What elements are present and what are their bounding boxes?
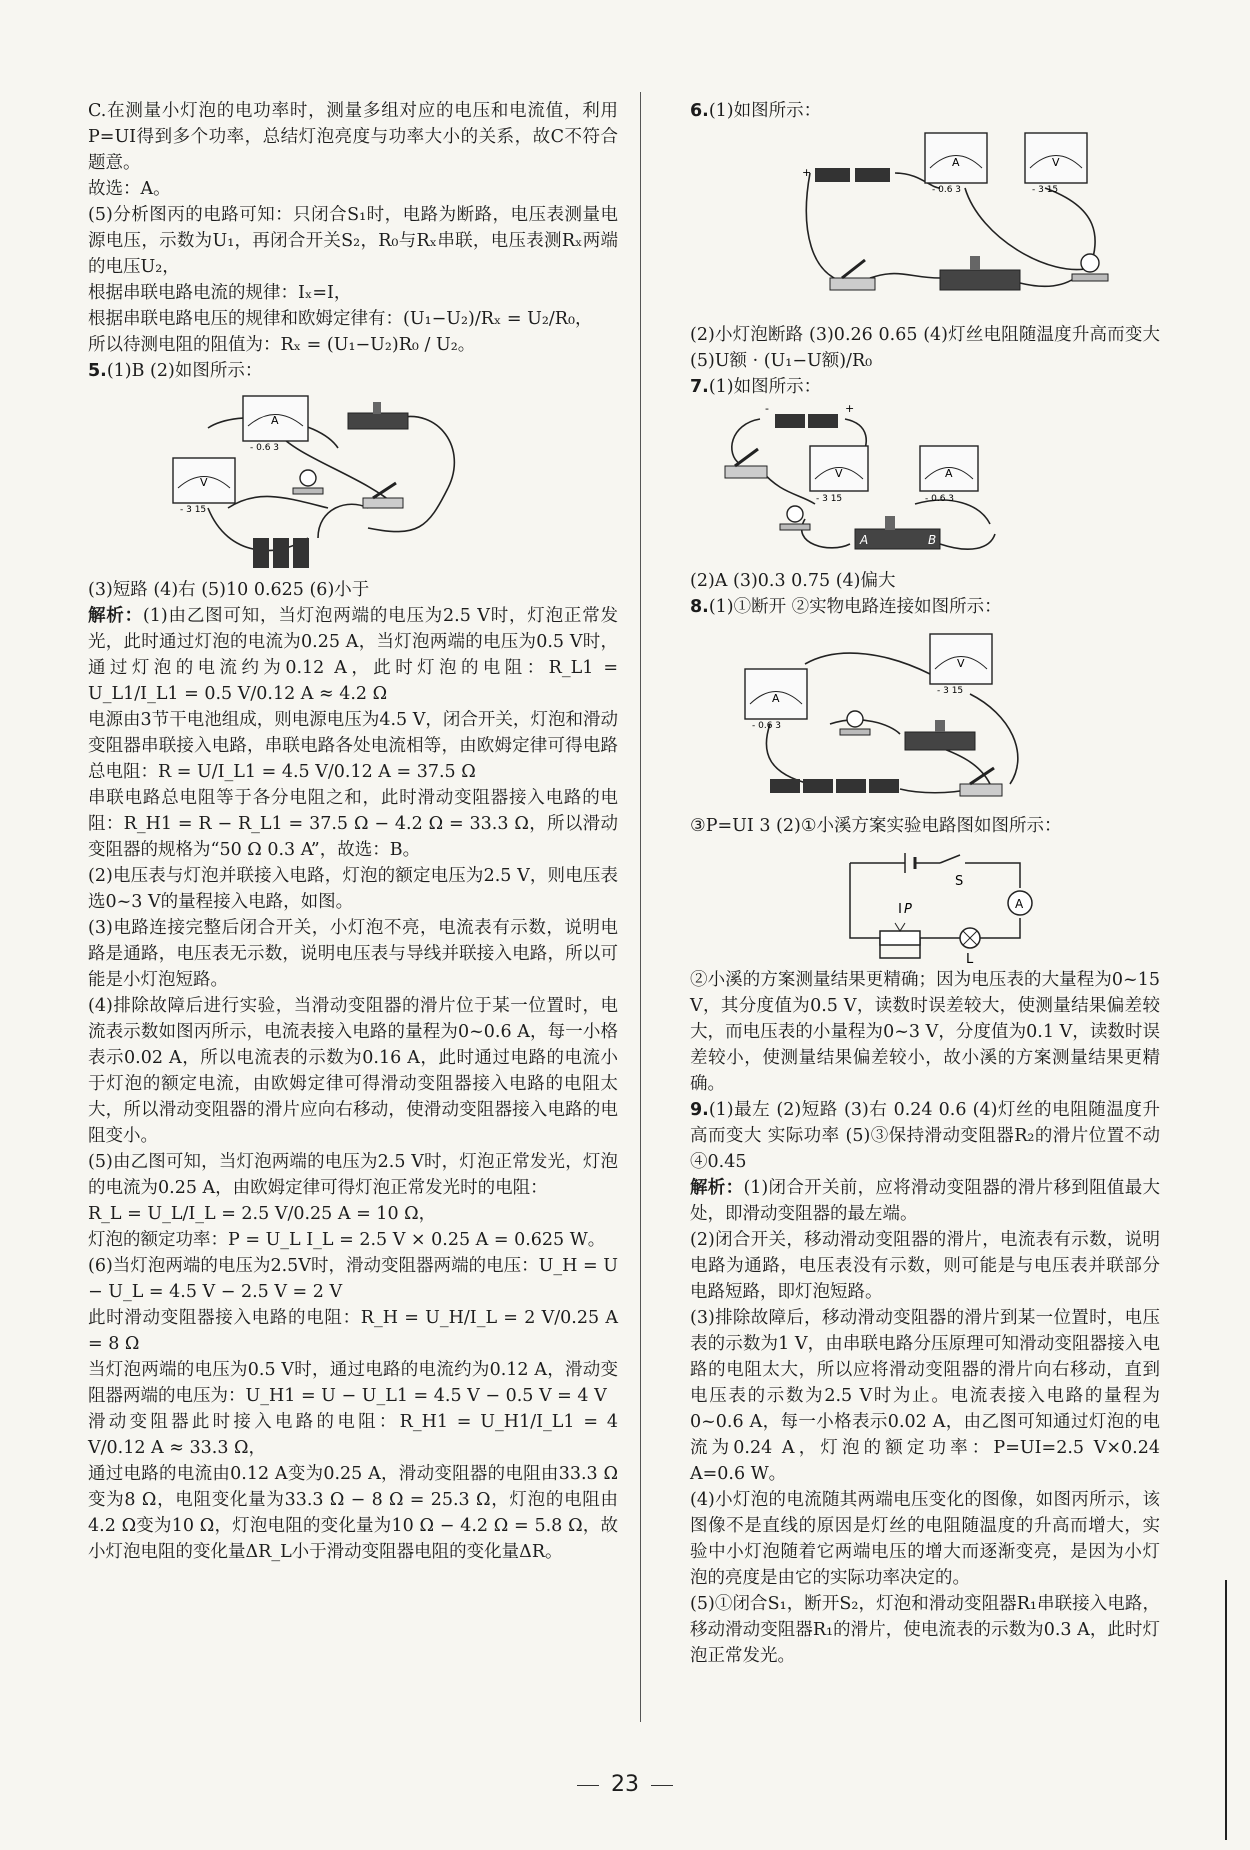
paragraph: 灯泡的额定功率：P = U_L I_L = 2.5 V × 0.25 A = 0.625 W。 bbox=[88, 1230, 606, 1250]
paragraph: (2)电压表与灯泡并联接入电路，灯泡的额定电压为2.5 V，则电压表选0~3 V的量程接入电路，如图。 bbox=[88, 866, 618, 912]
paragraph: (6)当灯泡两端的电压为2.5V时，滑动变阻器两端的电压：U_H = U − U_L = 4.5 V − 2.5 V = 2 V bbox=[88, 1256, 618, 1302]
ammeter-icon bbox=[925, 133, 987, 195]
lamp-icon bbox=[960, 928, 980, 963]
meter-label: V bbox=[957, 657, 965, 670]
paragraph: (4)排除故障后进行实验，当滑动变阻器的滑片位于某一位置时，电流表示数如图丙所示，电流表接入电路的量程为0~0.6 A，每一小格表示0.02 A，所以电流表的示数为0.16 A，此时通过电路的电流小于灯泡的额定电流，由欧姆定律可得滑动变阻器接入电路的电阻太大，所以滑动变阻器的滑片应向右移动，使滑动变阻器接入电路的电阻变小。 bbox=[88, 996, 618, 1146]
analysis-label: 解析： bbox=[690, 1178, 744, 1198]
figure-q5-circuit bbox=[168, 388, 498, 573]
column-divider bbox=[640, 92, 641, 1722]
lamp-icon bbox=[293, 470, 323, 494]
switch-label: S bbox=[955, 874, 964, 889]
question-number: 9. bbox=[690, 1100, 709, 1120]
paragraph: 当灯泡两端的电压为0.5 V时，通过电路的电流约为0.12 A，滑动变阻器两端的电压为：U_H1 = U − U_L1 = 4.5 V − 0.5 V = 4 V bbox=[88, 1360, 618, 1406]
meter-label: A bbox=[1015, 897, 1024, 911]
figure-q7-circuit bbox=[720, 404, 1040, 564]
lamp-icon bbox=[1072, 254, 1108, 281]
meter-label: A bbox=[952, 156, 960, 169]
right-column bbox=[690, 98, 1160, 1669]
paragraph: (5)由乙图可知，当灯泡两端的电压为2.5 V时，灯泡正常发光，灯泡的电流为0.25 A，由欧姆定律可得灯泡正常发光时的电阻： bbox=[88, 1152, 618, 1198]
minus-terminal: - bbox=[896, 166, 900, 179]
question-number: 5. bbox=[88, 361, 107, 381]
battery-icon bbox=[815, 168, 890, 182]
meter-label: V bbox=[200, 476, 208, 489]
meter-label: A bbox=[772, 692, 780, 705]
meter-scale: - 0.6 3 bbox=[752, 721, 782, 731]
paragraph: 串联电路总电阻等于各分电阻之和，此时滑动变阻器接入电路的电阻：R_H1 = R − R_L1 = 37.5 Ω − 4.2 Ω = 33.3 Ω，所以滑动变阻器的规格为“50 Ω 0.3 A”，故选：B。 bbox=[88, 788, 618, 860]
rheostat-icon bbox=[348, 402, 408, 429]
figure-q8-circuit bbox=[710, 624, 1040, 809]
paragraph: (4)小灯泡的电流随其两端电压变化的图像，如图丙所示，该图像不是直线的原因是灯丝的电阻随温度的升高而增大，实验中小灯泡随着它两端电压的增大而逐渐变亮，是因为小灯泡的亮度是由它的实际功率决定的。 bbox=[690, 1490, 1160, 1588]
meter-label: V bbox=[835, 467, 843, 480]
question-number: 6. bbox=[690, 101, 709, 121]
paragraph: (3)电路连接完整后闭合开关，小灯泡不亮，电流表有示数，说明电路是通路，电压表无示数，说明电压表与导线并联接入电路，所以可能是小灯泡短路。 bbox=[88, 918, 618, 990]
rheostat-icon bbox=[940, 256, 1020, 290]
figure-q6-circuit bbox=[800, 128, 1130, 318]
rheostat-icon bbox=[855, 516, 940, 549]
voltmeter-icon bbox=[1025, 133, 1087, 195]
question-6-answer: 6.(1)如图所示： bbox=[690, 101, 822, 121]
formula: R_L = U_L/I_L = 2.5 V/0.25 A = 10 Ω， bbox=[88, 1204, 437, 1224]
paragraph: (3)排除故障后，移动滑动变阻器的滑片到某一位置时，电压表的示数为1 V，由串联电路分压原理可知滑动变阻器接入电路的电阻太大，所以应将滑动变阻器的滑片向右移动，直到电压表的示数为2.5 V时为止。电流表接入电路的量程为0~0.6 A，每一小格表示0.02 A，由乙图可知通过灯泡的电流为0.24 A，灯泡的额定功率：P=UI=2.5 V×0.24 A=0.6 W。 bbox=[690, 1308, 1160, 1484]
paragraph: 根据串联电路电流的规律：Iₓ=I， bbox=[88, 283, 352, 303]
paragraph: 通过电路的电流由0.12 A变为0.25 A，滑动变阻器的电阻由33.3 Ω变为8 Ω，电阻变化量为33.3 Ω − 8 Ω = 25.3 Ω，灯泡的电阻由4.2 Ω变为10 Ω，灯泡电阻的变化量为10 Ω − 4.2 Ω = 5.8 Ω，故小灯泡电阻的变化量ΔR_L小于滑动变阻器电阻的变化量ΔR。 bbox=[88, 1464, 618, 1562]
voltmeter-icon bbox=[810, 446, 868, 504]
battery-icon bbox=[775, 414, 838, 428]
battery-icon bbox=[770, 779, 899, 793]
analysis-paragraph: 解析：(1)闭合开关前，应将滑动变阻器的滑片移到阻值最大处，即滑动变阻器的最左端。 bbox=[690, 1178, 1161, 1224]
question-number: 7. bbox=[690, 377, 709, 397]
switch-icon bbox=[725, 449, 767, 478]
figure-q8-schematic bbox=[840, 843, 1040, 963]
paragraph: 故选：A。 bbox=[88, 179, 171, 199]
slider-terminal-label: B bbox=[928, 533, 937, 547]
paragraph: (2)A (3)0.3 0.75 (4)偏大 bbox=[690, 571, 896, 591]
meter-scale: - 3 15 bbox=[816, 494, 843, 504]
lamp-icon bbox=[840, 711, 870, 735]
meter-label: A bbox=[271, 414, 279, 427]
paragraph: (3)短路 (4)右 (5)10 0.625 (6)小于 bbox=[88, 580, 370, 600]
slider-terminal-label: A bbox=[860, 533, 869, 547]
meter-scale: - 3 15 bbox=[1032, 185, 1059, 195]
ammeter-icon bbox=[1008, 891, 1032, 915]
voltmeter-icon bbox=[930, 634, 992, 696]
paragraph: 所以待测电阻的阻值为：Rₓ = (U₁−U₂)R₀ / U₂。 bbox=[88, 335, 476, 355]
page-edge-line bbox=[1225, 1580, 1227, 1840]
question-9-answer: 9.(1)最左 (2)短路 (3)右 0.24 0.6 (4)灯丝的电阻随温度升高而变大 实际功率 (5)③保持滑动变阻器R₂的滑片位置不动 ④0.45 bbox=[690, 1100, 1160, 1172]
analysis-paragraph: 解析：(1)由乙图可知，当灯泡两端的电压为2.5 V时，灯泡正常发光，此时通过灯泡的电流为0.25 A，当灯泡两端的电压为0.5 V时，通过灯泡的电流约为0.12 A，此时灯泡的电阻：R_L1 = U_L1/I_L1 = 0.5 V/0.12 A ≈ 4.2 Ω bbox=[88, 606, 619, 704]
voltmeter-icon bbox=[173, 458, 235, 515]
meter-scale: - 3 15 bbox=[180, 505, 207, 515]
paragraph: 根据串联电路电压的规律和欧姆定律有：(U₁−U₂)/Rₓ = U₂/R₀， bbox=[88, 309, 593, 329]
paragraph: C.在测量小灯泡的电功率时，测量多组对应的电压和电流值，利用P=UI得到多个功率，总结灯泡亮度与功率大小的关系，故C不符合题意。 bbox=[88, 101, 618, 173]
meter-label: A bbox=[945, 467, 953, 480]
paragraph: 电源由3节干电池组成，则电源电压为4.5 V，闭合开关，灯泡和滑动变阻器串联接入电路，串联电路各处电流相等，由欧姆定律可得电路总电阻：R = U/I_L1 = 4.5 V/0.12 A = 37.5 Ω bbox=[88, 710, 618, 782]
ammeter-icon bbox=[243, 396, 308, 453]
slider-label: P bbox=[904, 902, 912, 917]
ammeter-icon bbox=[745, 669, 807, 731]
meter-scale: - 0.6 3 bbox=[250, 443, 280, 453]
paragraph: ③P=UI 3 (2)①小溪方案实验电路图如图所示： bbox=[690, 816, 1062, 836]
paragraph: (2)闭合开关，移动滑动变阻器的滑片，电流表有示数，说明电路为通路，电压表没有示数，则可能是与电压表并联部分电路短路，即灯泡短路。 bbox=[690, 1230, 1160, 1302]
paragraph: (2)小灯泡断路 (3)0.26 0.65 (4)灯丝电阻随温度升高而变大 (5)U额 · (U₁−U额)/R₀ bbox=[690, 325, 1160, 371]
left-column bbox=[88, 98, 618, 1565]
ammeter-icon bbox=[920, 446, 978, 504]
lamp-label: L bbox=[966, 952, 974, 963]
question-8-answer: 8.(1)①断开 ②实物电路连接如图所示： bbox=[690, 597, 1002, 617]
rheostat-icon bbox=[905, 720, 975, 750]
paragraph: (5)①闭合S₁，断开S₂，灯泡和滑动变阻器R₁串联接入电路，移动滑动变阻器R₁的滑片，使电流表的示数为0.3 A，此时灯泡正常发光。 bbox=[690, 1594, 1160, 1666]
question-number: 8. bbox=[690, 597, 709, 617]
meter-scale: - 3 15 bbox=[937, 686, 964, 696]
analysis-label: 解析： bbox=[88, 606, 143, 626]
plus-terminal: + bbox=[845, 404, 855, 415]
battery-icon bbox=[253, 538, 309, 568]
minus-terminal: - bbox=[765, 404, 769, 415]
question-7-answer: 7.(1)如图所示： bbox=[690, 377, 822, 397]
formula: 滑动变阻器此时接入电路的电阻：R_H1 = U_H1/I_L1 = 4 V/0.12 A ≈ 33.3 Ω， bbox=[88, 1412, 618, 1458]
plus-terminal: + bbox=[802, 166, 812, 179]
page-number: 23 bbox=[0, 1772, 1250, 1798]
meter-scale: - 0.6 3 bbox=[932, 185, 962, 195]
switch-icon bbox=[830, 260, 875, 290]
formula: 此时滑动变阻器接入电路的电阻：R_H = U_H/I_L = 2 V/0.25 A = 8 Ω bbox=[88, 1308, 618, 1354]
paragraph: ②小溪的方案测量结果更精确；因为电压表的大量程为0~15 V，其分度值为0.5 V，读数时误差较大，使测量结果偏差较大，而电压表的小量程为0~3 V，分度值为0.1 V，读数时误差较小，使测量结果偏差较小，故小溪的方案测量结果更精确。 bbox=[690, 970, 1160, 1094]
meter-scale: - 0.6 3 bbox=[925, 494, 955, 504]
question-5-answer: 5.(1)B (2)如图所示： bbox=[88, 361, 263, 381]
lamp-icon bbox=[780, 506, 810, 530]
meter-label: V bbox=[1052, 156, 1060, 169]
paragraph: (5)分析图丙的电路可知：只闭合S₁时，电路为断路，电压表测量电源电压，示数为U₁，再闭合开关S₂，R₀与Rₓ串联，电压表测Rₓ两端的电压U₂， bbox=[88, 205, 618, 277]
